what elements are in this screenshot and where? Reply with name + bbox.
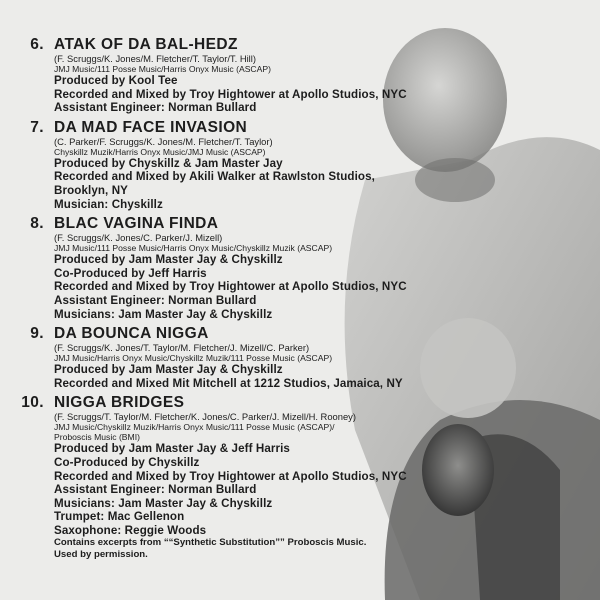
track-heading [14, 394, 584, 411]
track-number: 6. [30, 36, 44, 53]
credit-name: Jam Master Jay & Chyskillz [118, 496, 273, 510]
producer-credit: Produced by Jam Master Jay & Chyskillz [54, 253, 283, 267]
publishers: JMJ Music/111 Posse Music/Harris Onyx Music/Chyskillz Muzik (ASCAP) [54, 243, 333, 254]
credit-label: Musicians: [54, 496, 119, 510]
songwriters: (C. Parker/F. Scruggs/K. Jones/M. Fletcher/T. Taylor) [54, 135, 273, 147]
track-heading [14, 215, 584, 232]
track-title: NIGGA BRIDGES [54, 394, 185, 412]
musician-credit [54, 198, 584, 212]
saxophone-credit [54, 524, 584, 538]
producer-credit: Produced by Chyskillz & Jam Master Jay [54, 156, 283, 170]
producer-credit: Produced by Kool Tee [54, 74, 178, 87]
track-9 [14, 325, 584, 390]
track-number: 8. [30, 215, 44, 233]
credit-label: Saxophone: [54, 523, 125, 537]
permission-note: Used by permission. [54, 548, 148, 560]
track-credits [14, 53, 584, 115]
credit-label: Musicians: [54, 307, 119, 321]
credit-label: Trumpet: [54, 510, 108, 524]
track-number: 7. [30, 118, 44, 136]
track-credits [14, 232, 584, 321]
publishers: Chyskillz Muzik/Harris Onyx Music/JMJ Music (ASCAP) [54, 146, 266, 157]
engineer-credit: Assistant Engineer: Norman Bullard [54, 483, 257, 497]
engineer-credit: Assistant Engineer: Norman Bullard [54, 293, 257, 307]
track-credits [14, 136, 584, 211]
co-producer-credit: Co-Produced by Chyskillz [54, 455, 200, 469]
credit-label: Musician: [54, 197, 112, 211]
track-title: DA BOUNCA NIGGA [54, 325, 209, 343]
track-8 [14, 215, 584, 321]
songwriters: (F. Scruggs/K. Jones/C. Parker/J. Mizell) [54, 232, 223, 244]
producer-credit: Produced by Jam Master Jay & Chyskillz [54, 363, 283, 377]
songwriters: (F. Scruggs/K. Jones/T. Taylor/M. Fletcher/J. Mizell/C. Parker) [54, 342, 310, 354]
recording-location: Brooklyn, NY [54, 183, 128, 197]
credit-name: Reggie Woods [124, 523, 207, 537]
track-number: 10. [21, 394, 44, 412]
track-heading [14, 36, 584, 53]
track-7 [14, 119, 584, 211]
trumpet-credit [54, 510, 584, 524]
credit-name: Chyskillz [111, 197, 163, 211]
track-credits [14, 342, 584, 390]
track-credits [14, 411, 584, 560]
recording-credit: Recorded and Mixed by Akili Walker at Rawlston Studios, [54, 170, 375, 184]
track-heading [14, 119, 584, 136]
songwriters: (F. Scruggs/T. Taylor/M. Fletcher/K. Jones/C. Parker/J. Mizell/H. Rooney) [54, 411, 356, 423]
track-heading [14, 325, 584, 342]
publishers: JMJ Music/Chyskillz Muzik/Harris Onyx Music/111 Posse Music (ASCAP)/ [54, 422, 335, 433]
track-title: BLAC VAGINA FINDA [54, 215, 219, 233]
musicians-credit [54, 308, 584, 322]
publishers-continued: Proboscis Music (BMI) [54, 432, 140, 443]
track-6 [14, 36, 584, 115]
producer-credit: Produced by Jam Master Jay & Jeff Harris [54, 442, 290, 456]
recording-credit: Recorded and Mixed by Troy Hightower at Apollo Studios, NYC [54, 280, 407, 294]
musicians-credit [54, 497, 584, 511]
songwriters: (F. Scruggs/K. Jones/M. Fletcher/T. Taylor/T. Hill) [54, 53, 256, 64]
track-number: 9. [30, 325, 44, 343]
publishers: JMJ Music/Harris Onyx Music/Chyskillz Muzik/111 Posse Music (ASCAP) [54, 353, 333, 364]
track-10 [14, 394, 584, 560]
liner-notes [14, 36, 584, 564]
track-title: DA MAD FACE INVASION [54, 118, 248, 136]
track-title: ATAK OF DA BAL-HEDZ [54, 36, 238, 53]
publishers: JMJ Music/111 Posse Music/Harris Onyx Music (ASCAP) [54, 64, 271, 74]
recording-credit: Recorded and Mixed by Troy Hightower at Apollo Studios, NYC [54, 87, 407, 101]
engineer-credit: Assistant Engineer: Norman Bullard [54, 101, 257, 115]
co-producer-credit: Co-Produced by Jeff Harris [54, 266, 207, 280]
sample-note: Contains excerpts from ““Synthetic Substitution”” Proboscis Music. [54, 537, 367, 549]
credit-name: Jam Master Jay & Chyskillz [118, 307, 273, 321]
credit-name: Mac Gellenon [107, 510, 185, 524]
recording-credit: Recorded and Mixed Mit Mitchell at 1212 Studios, Jamaica, NY [54, 376, 403, 390]
recording-credit: Recorded and Mixed by Troy Hightower at Apollo Studios, NYC [54, 469, 407, 483]
